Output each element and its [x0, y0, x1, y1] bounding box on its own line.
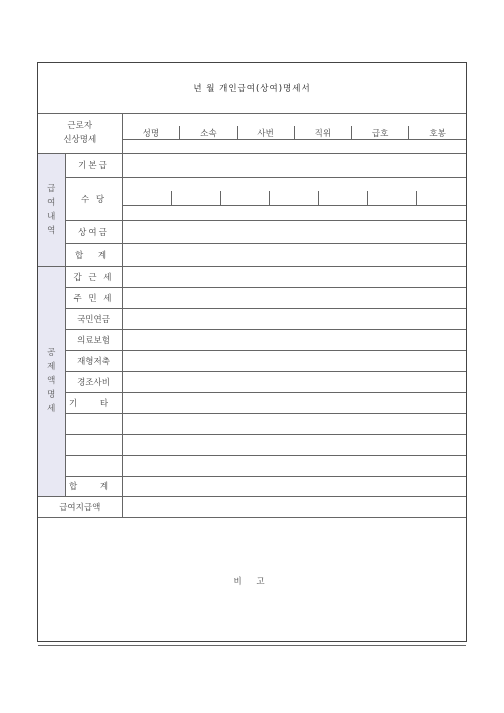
savings-label: 재형저축 — [65, 350, 122, 371]
allowance-amount-cell[interactable] — [172, 205, 221, 206]
header-grade: 급호 — [352, 126, 409, 140]
income-tax-value-cell[interactable] — [122, 266, 466, 287]
net-pay-value-cell[interactable] — [122, 496, 466, 517]
remarks-label: 비 고 — [233, 577, 271, 587]
employee-id-value-cell[interactable] — [237, 140, 294, 141]
other-label: 기 타 — [65, 392, 122, 413]
blank-deduction-value-cell[interactable] — [122, 434, 466, 455]
income-tax-label: 갑 근 세 — [65, 266, 122, 287]
allowance-amount-cell[interactable] — [123, 205, 172, 206]
national-pension-label: 국민연금 — [65, 308, 122, 329]
allowance-label: 수 당 — [65, 177, 122, 220]
allowance-grid — [122, 177, 466, 220]
deduction-section-char: 세 — [47, 404, 56, 414]
blank-deduction-value-cell[interactable] — [122, 413, 466, 434]
deduction-total-value-cell[interactable] — [122, 476, 466, 496]
savings-value-cell[interactable] — [122, 350, 466, 371]
header-employee-id: 사번 — [237, 126, 294, 140]
position-value-cell[interactable] — [294, 140, 351, 141]
allowance-name-cell[interactable] — [417, 191, 466, 205]
worker-info-grid — [122, 113, 466, 153]
deduction-section-char: 공 — [47, 348, 56, 358]
pay-total-label: 합 계 — [65, 243, 122, 266]
allowance-name-cell[interactable] — [172, 191, 221, 205]
base-pay-label: 기본급 — [65, 153, 122, 177]
allowance-amount-cell[interactable] — [319, 205, 368, 206]
remarks-area[interactable] — [38, 517, 466, 645]
allowance-name-cell[interactable] — [368, 191, 417, 205]
deduction-section-char: 제 — [47, 362, 56, 372]
allowance-name-cell[interactable] — [270, 191, 319, 205]
worker-label-line2: 신상명세 — [63, 135, 97, 145]
header-name: 성명 — [123, 126, 180, 140]
pay-section-char: 여 — [47, 197, 56, 208]
condolence-fee-value-cell[interactable] — [122, 371, 466, 392]
national-pension-value-cell[interactable] — [122, 308, 466, 329]
health-insurance-label: 의료보험 — [65, 329, 122, 350]
allowance-amount-cell[interactable] — [368, 205, 417, 206]
health-insurance-value-cell[interactable] — [122, 329, 466, 350]
grade-value-cell[interactable] — [352, 140, 409, 141]
resident-tax-value-cell[interactable] — [122, 287, 466, 308]
blank-deduction-label[interactable] — [65, 413, 122, 434]
allowance-name-cell[interactable] — [319, 191, 368, 205]
base-pay-value-cell[interactable] — [122, 153, 466, 177]
pay-section-char: 역 — [47, 225, 56, 236]
bonus-label: 상여금 — [65, 220, 122, 243]
blank-deduction-label[interactable] — [65, 434, 122, 455]
header-step: 호봉 — [409, 126, 466, 140]
step-value-cell[interactable] — [409, 140, 466, 141]
pay-section-label — [38, 153, 65, 266]
header-position: 직위 — [294, 126, 351, 140]
resident-tax-label: 주 민 세 — [65, 287, 122, 308]
worker-info-label — [38, 113, 122, 153]
pay-section-char: 급 — [47, 183, 56, 194]
worker-label-line1: 근로자 — [67, 121, 93, 131]
allowance-amount-cell[interactable] — [221, 205, 270, 206]
payslip-table — [38, 63, 466, 646]
allowance-amount-cell[interactable] — [417, 205, 466, 206]
bonus-value-cell[interactable] — [122, 220, 466, 243]
other-value-cell[interactable] — [122, 392, 466, 413]
deduction-total-label: 합 계 — [65, 476, 122, 496]
allowance-amount-cell[interactable] — [270, 205, 319, 206]
blank-deduction-label[interactable] — [65, 455, 122, 476]
deduction-section-label — [38, 266, 65, 496]
blank-deduction-value-cell[interactable] — [122, 455, 466, 476]
condolence-fee-label: 경조사비 — [65, 371, 122, 392]
allowance-name-cell[interactable] — [221, 191, 270, 205]
deduction-section-char: 액 — [47, 376, 56, 386]
deduction-section-char: 명 — [47, 390, 56, 400]
net-pay-label: 급여지급액 — [38, 496, 122, 517]
name-value-cell[interactable] — [123, 140, 180, 141]
header-department: 소속 — [180, 126, 237, 140]
department-value-cell[interactable] — [180, 140, 237, 141]
allowance-name-cell[interactable] — [123, 191, 172, 205]
form-title: 년 월 개인급여(상여)명세서 — [38, 63, 466, 113]
pay-section-char: 내 — [47, 211, 56, 222]
pay-total-value-cell[interactable] — [122, 243, 466, 266]
payslip-form — [37, 62, 467, 642]
